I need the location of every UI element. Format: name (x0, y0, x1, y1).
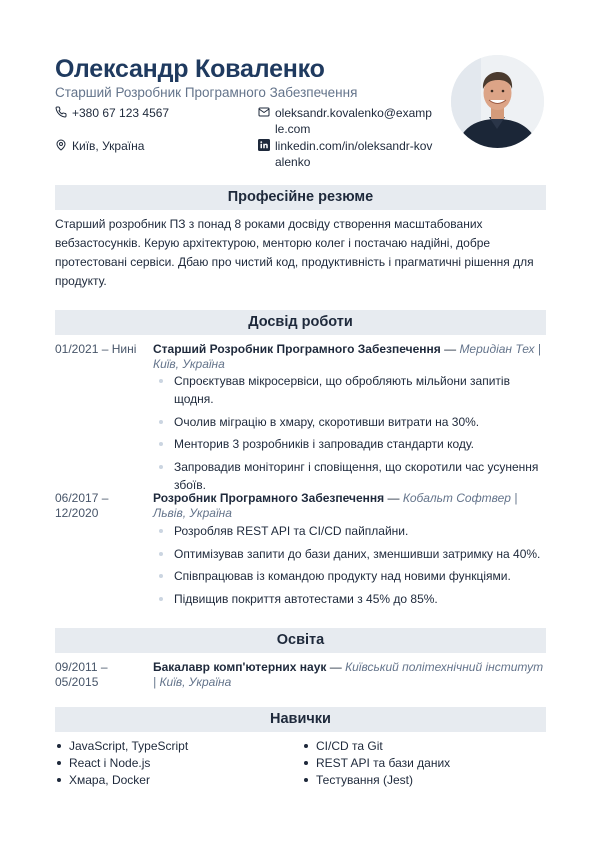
list-item (153, 458, 545, 494)
contact-phone (55, 105, 245, 121)
section-heading-summary: Професійне резюме (55, 185, 546, 210)
bullet-dot (304, 761, 308, 765)
mail-icon (258, 106, 270, 118)
job-role: Розробник Програмного Забезпечення (153, 491, 385, 505)
job-separator: — (440, 342, 460, 356)
skill-item (55, 755, 295, 772)
list-item (153, 545, 545, 563)
contact-linkedin[interactable] (258, 138, 433, 170)
job-role: Старший Розробник Програмного Забезпечення (153, 342, 441, 356)
list-item (153, 567, 545, 585)
bullet-dot (57, 744, 61, 748)
list-item (153, 413, 545, 431)
job-dates: 06/2017 – 12/2020 (55, 491, 109, 520)
list-item (153, 522, 545, 540)
bullet-text: Співпрацював із командою продукту над новими функціями. (174, 569, 511, 583)
bullet-text: Очолив міграцію в хмару, скоротивши витрати на 30%. (174, 414, 480, 429)
skill-text: React і Node.js (69, 756, 151, 770)
skill-item (302, 755, 542, 772)
summary-text: Старший розробник ПЗ з понад 8 роками досвіду створення масштабованих вебзастосунків. Керую архітектурою, менторю колег і постачаю надійні, добре протестовані сервіси. Дбаю про чистий код, продуктивність і прагматичні рішення для продукту. (55, 217, 534, 288)
skill-text: CI/CD та Git (316, 739, 383, 753)
candidate-title: Старший Розробник Програмного Забезпечення (55, 85, 358, 100)
skill-item (302, 772, 542, 789)
education-title (153, 660, 545, 690)
job-company: Кобальт Софтвер | Львів, Україна (153, 491, 518, 520)
bullet-text: Спроєктував мікросервіси, що обробляють мільйони запитів щодня. (174, 374, 510, 406)
skill-item (55, 738, 295, 755)
job-bullets (153, 372, 545, 498)
job-title (153, 342, 545, 372)
section-heading-skills: Навички (55, 707, 546, 732)
bullet-dot (159, 442, 163, 446)
linkedin-link[interactable]: linkedin.com/in/oleksandr-kovalenko (275, 139, 433, 169)
map-pin-icon (55, 139, 67, 151)
list-item (153, 435, 545, 453)
bullet-dot (304, 778, 308, 782)
list-item (153, 590, 545, 608)
bullet-text: Запровадив моніторинг і сповіщення, що скоротили час усунення збоїв. (174, 459, 539, 492)
bullet-text: Оптимізував запити до бази даних, зменшивши затримку на 40%. (174, 546, 541, 561)
profile-photo (451, 55, 544, 148)
bullet-text: Розробляв REST API та CI/CD пайплайни. (174, 524, 409, 538)
bullet-text: Менторив 3 розробників і запровадив стандарти коду. (174, 437, 475, 451)
bullet-dot (159, 379, 163, 383)
location-text: Київ, Україна (72, 139, 145, 153)
bullet-dot (159, 574, 163, 578)
bullet-dot (159, 465, 163, 469)
phone-icon (55, 106, 67, 118)
section-heading-experience: Досвід роботи (55, 310, 546, 335)
job-title (153, 491, 545, 521)
skill-text: JavaScript, TypeScript (69, 739, 189, 753)
job-dates: 01/2021 – Нині (55, 342, 137, 356)
skill-text: REST API та бази даних (316, 756, 451, 770)
education-degree: Бакалавр комп'ютерних наук (153, 660, 327, 674)
contact-email[interactable] (258, 105, 433, 137)
skill-item (302, 738, 542, 755)
phone-text: +380 67 123 4567 (72, 106, 170, 120)
person-portrait-icon (451, 55, 544, 148)
education-separator: — (326, 660, 346, 674)
bullet-dot (57, 761, 61, 765)
list-item (153, 372, 545, 408)
skill-item (55, 772, 295, 789)
education-dates: 09/2011 – 05/2015 (55, 660, 108, 689)
linkedin-icon (258, 139, 270, 151)
job-separator: — (384, 491, 403, 505)
bullet-dot (159, 529, 163, 533)
job-company: Меридіан Тех | Київ, Україна (153, 342, 541, 371)
bullet-dot (159, 420, 163, 424)
skills-list-left (55, 738, 295, 789)
bullet-dot (159, 597, 163, 601)
candidate-name: Олександр Коваленко (55, 55, 325, 83)
skills-list-right (302, 738, 542, 789)
contact-location (55, 138, 245, 154)
skill-text: Тестування (Jest) (316, 773, 413, 787)
bullet-dot (57, 778, 61, 782)
education-school: Київський політехнічний інститут | Київ, Україна (153, 660, 544, 689)
bullet-text: Підвищив покриття автотестами з 45% до 85%. (174, 591, 438, 606)
bullet-dot (304, 744, 308, 748)
section-heading-education: Освіта (55, 628, 546, 653)
skill-text: Хмара, Docker (69, 773, 150, 787)
bullet-dot (159, 552, 163, 556)
job-bullets (153, 522, 545, 612)
email-link[interactable]: oleksandr.kovalenko@example.com (275, 106, 432, 136)
